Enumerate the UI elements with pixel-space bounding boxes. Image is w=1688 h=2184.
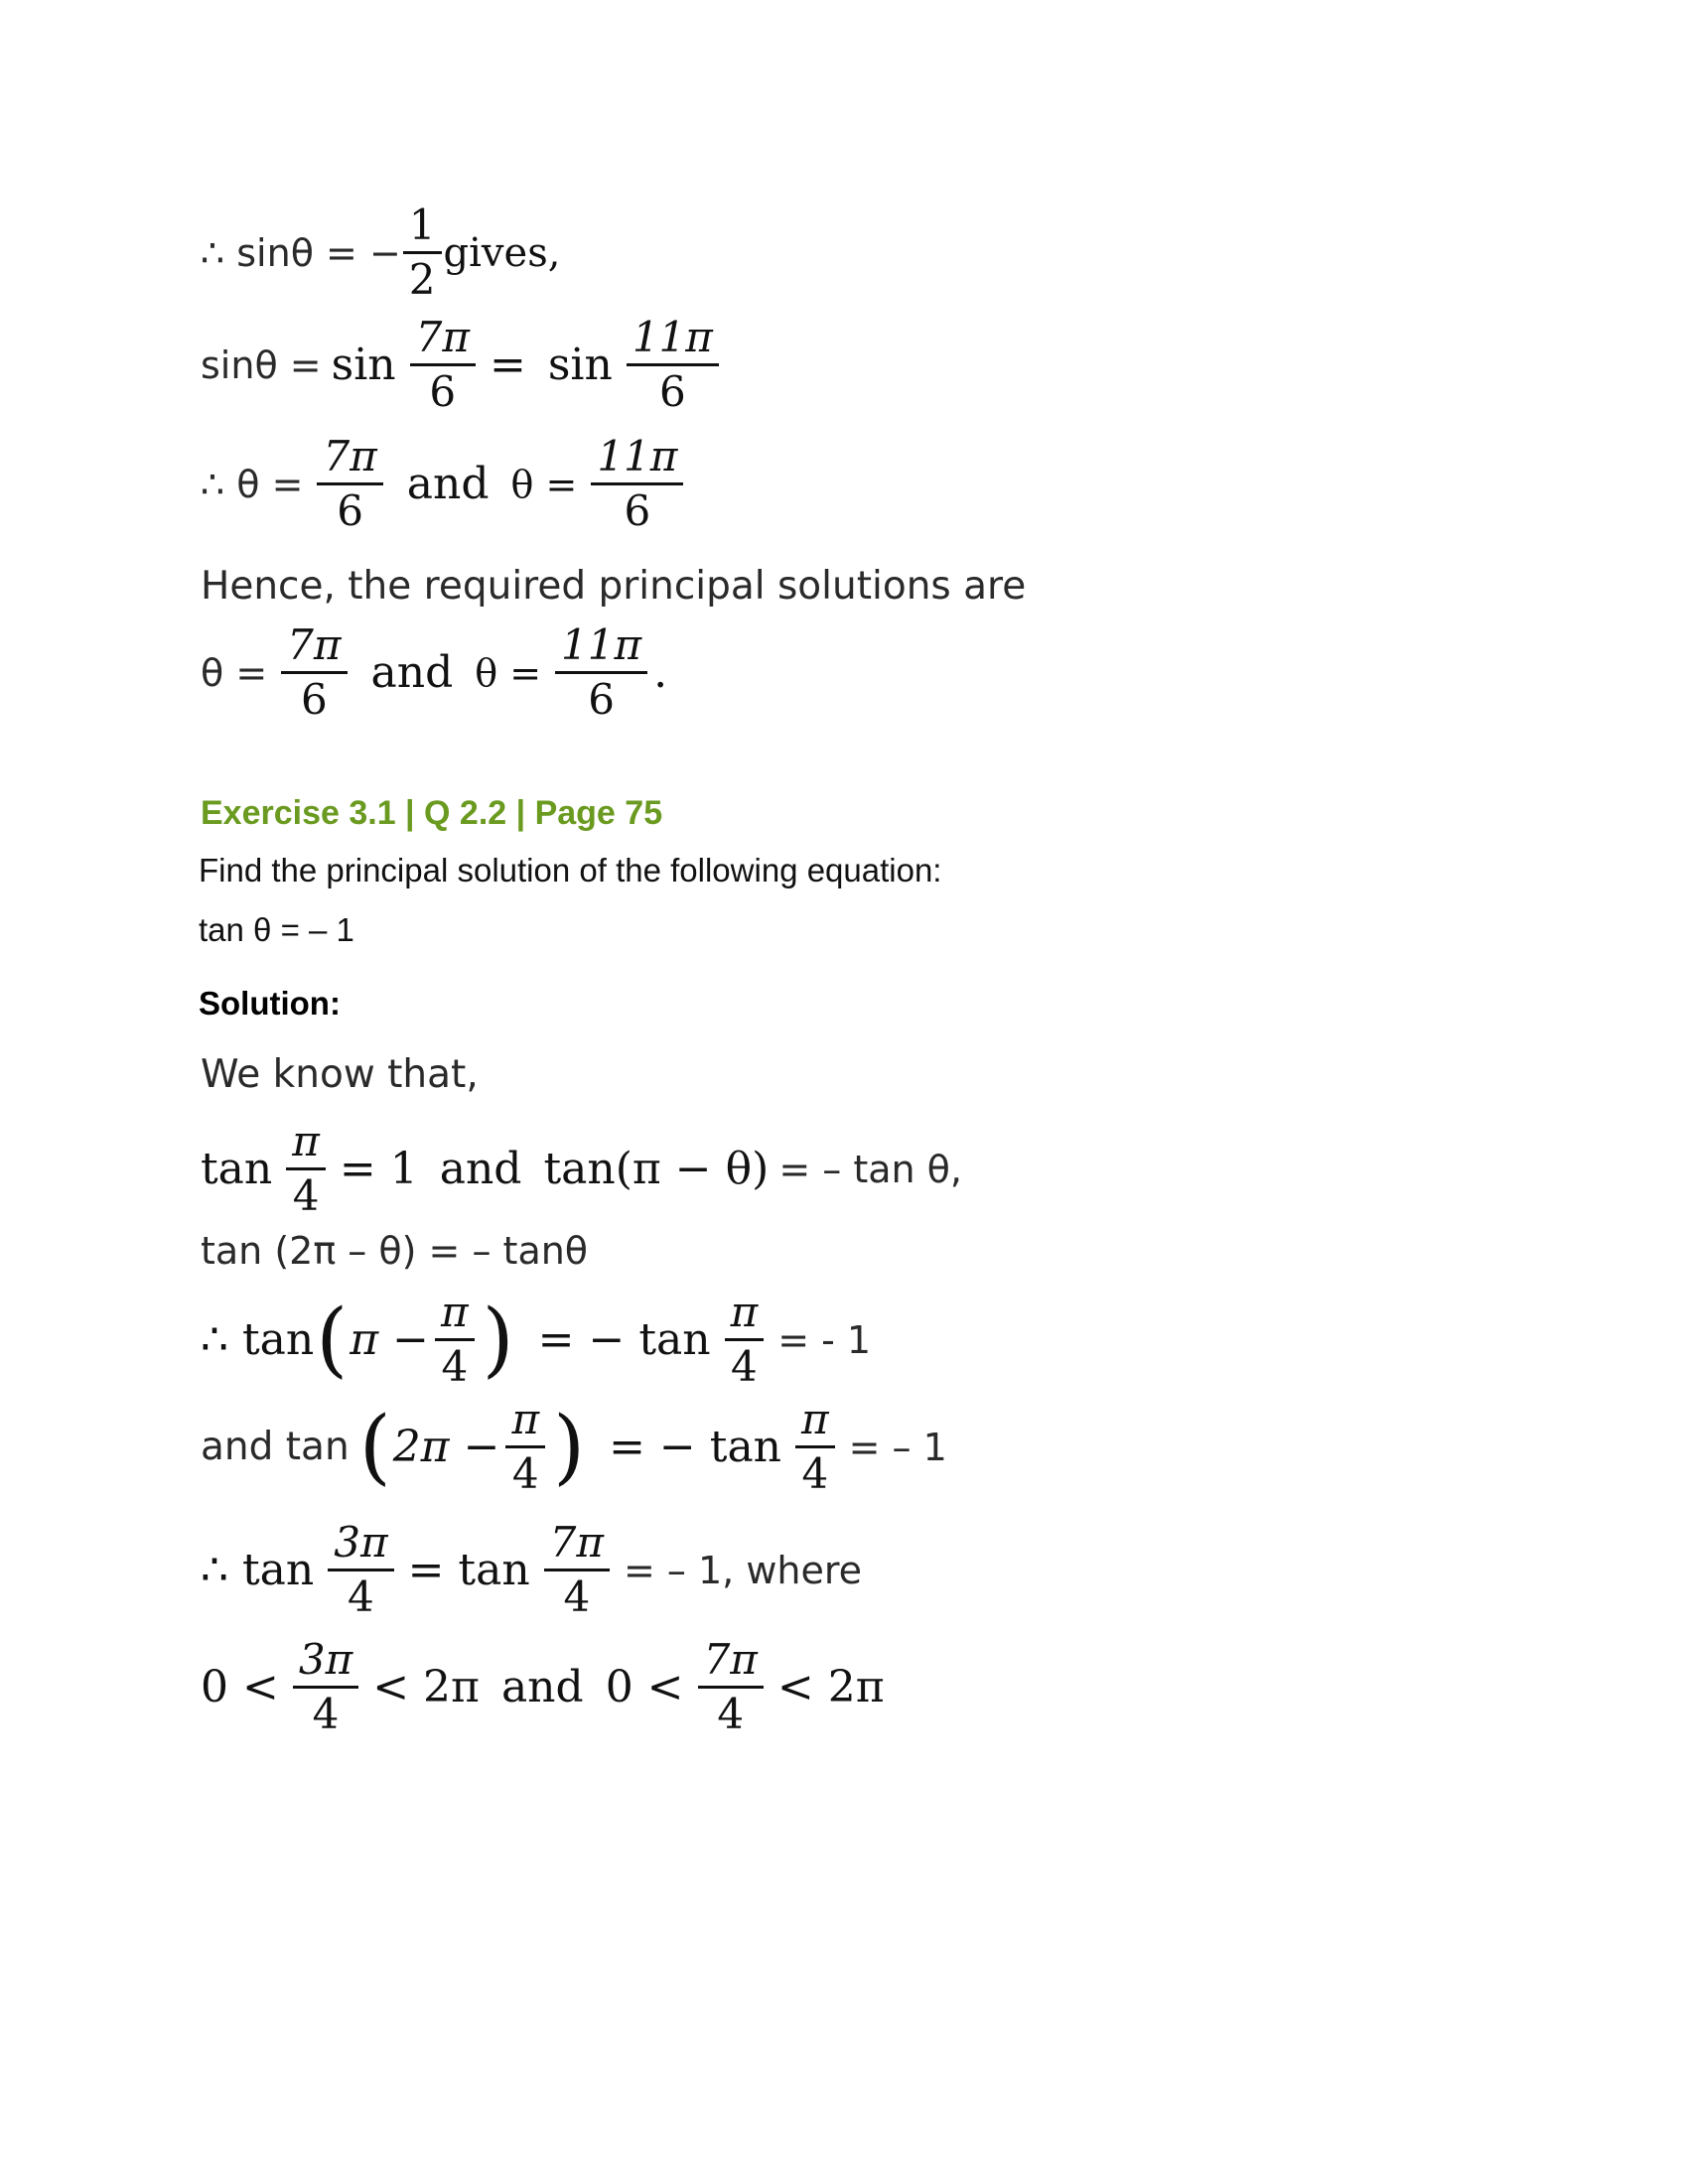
fraction xyxy=(698,1635,764,1739)
eq-text: = xyxy=(489,340,526,391)
fraction xyxy=(505,1395,545,1499)
eq-text: = − tan xyxy=(609,1422,782,1473)
eq-text: = – tan θ, xyxy=(778,1147,963,1191)
inequality-range xyxy=(201,1635,885,1739)
eq-text: and xyxy=(439,1144,522,1195)
denominator: 6 xyxy=(588,675,615,725)
fraction xyxy=(591,432,683,536)
numerator: π xyxy=(725,1291,765,1341)
eq-text: sin xyxy=(547,340,613,391)
eq-text: and tan xyxy=(201,1425,350,1470)
eq-text: = – 1, where xyxy=(624,1548,863,1592)
exercise-heading: Exercise 3.1 | Q 2.2 | Page 75 xyxy=(201,794,663,832)
denominator: 4 xyxy=(731,1342,758,1392)
eq-text: π − xyxy=(350,1314,430,1366)
eq-text: ∴ tan xyxy=(201,1314,315,1366)
denominator: 4 xyxy=(717,1690,745,1739)
eq-text: and xyxy=(406,459,490,510)
eq-text: = − tan xyxy=(537,1314,711,1366)
numerator: 3π xyxy=(293,1638,358,1689)
eq-text: gives, xyxy=(443,229,561,276)
eq-text: sin xyxy=(331,340,396,391)
fraction xyxy=(435,1288,475,1392)
numerator: 11π xyxy=(591,435,683,485)
eq-text: θ = xyxy=(201,650,268,695)
eq-text: ∴ θ = xyxy=(201,462,304,506)
denominator: 4 xyxy=(348,1572,374,1622)
numerator: π xyxy=(795,1398,835,1448)
eq-text: < 2π xyxy=(776,1662,885,1713)
fraction xyxy=(627,313,719,417)
fraction xyxy=(555,620,647,725)
eq-text: ∴ tan xyxy=(201,1545,315,1596)
know-text: We know that, xyxy=(201,1052,479,1097)
equation-principal-solutions xyxy=(201,620,668,725)
left-paren: ( xyxy=(316,1292,349,1387)
eq-text: = – 1 xyxy=(848,1425,947,1469)
numerator: 3π xyxy=(328,1521,393,1571)
equation-tan-2pi-minus-theta: tan (2π – θ) = – tanθ xyxy=(201,1229,589,1273)
equation-tan-pi-over-4 xyxy=(201,1117,963,1221)
fraction xyxy=(544,1518,610,1622)
numerator: 7π xyxy=(544,1521,610,1571)
eq-text: 0 < xyxy=(605,1662,684,1713)
eq-text: 0 < xyxy=(201,1662,279,1713)
numerator: 1 xyxy=(403,204,442,254)
denominator: 4 xyxy=(312,1690,340,1739)
denominator: 2 xyxy=(408,255,436,305)
eq-text: = tan xyxy=(407,1545,530,1596)
denominator: 6 xyxy=(300,675,328,725)
fraction xyxy=(795,1395,835,1499)
fraction xyxy=(410,313,476,417)
eq-text: ∴ sinθ = − xyxy=(201,230,401,275)
equation-tan-3pi-7pi xyxy=(201,1518,863,1622)
question-equation: tan θ = – 1 xyxy=(199,911,354,948)
eq-text: and xyxy=(500,1662,584,1713)
left-paren: ( xyxy=(358,1399,391,1494)
numerator: 11π xyxy=(555,623,647,674)
fraction xyxy=(725,1288,765,1392)
fraction xyxy=(286,1117,326,1221)
numerator: 7π xyxy=(281,623,347,674)
eq-text: θ = xyxy=(475,650,542,695)
eq-text: = 1 xyxy=(339,1144,418,1195)
fraction xyxy=(328,1518,393,1622)
denominator: 6 xyxy=(624,486,651,536)
solution-label: Solution: xyxy=(199,985,341,1022)
equation-sin-values xyxy=(201,313,733,417)
numerator: π xyxy=(505,1398,545,1448)
denominator: 6 xyxy=(658,367,686,417)
denominator: 4 xyxy=(292,1171,320,1221)
denominator: 6 xyxy=(429,367,457,417)
right-paren: ) xyxy=(482,1292,514,1387)
eq-text: = - 1 xyxy=(777,1317,872,1362)
equation-sin-minus-half xyxy=(201,201,561,305)
eq-text: θ = xyxy=(510,462,578,506)
numerator: 7π xyxy=(317,435,382,485)
fraction xyxy=(317,432,382,536)
eq-text: . xyxy=(653,647,668,699)
fraction xyxy=(281,620,347,725)
fraction xyxy=(403,201,442,305)
equation-theta-values xyxy=(201,432,697,536)
eq-text: sinθ = xyxy=(201,342,322,387)
equation-tan-pi-minus-pi-over-4 xyxy=(201,1288,872,1392)
equation-tan-2pi-minus-pi-over-4 xyxy=(201,1395,947,1499)
right-paren: ) xyxy=(553,1399,586,1494)
denominator: 4 xyxy=(511,1449,539,1499)
numerator: π xyxy=(435,1291,475,1341)
numerator: 11π xyxy=(627,316,719,366)
denominator: 4 xyxy=(563,1572,591,1622)
eq-text: tan(π − θ) xyxy=(543,1144,770,1195)
fraction xyxy=(293,1635,358,1739)
denominator: 4 xyxy=(441,1342,469,1392)
eq-text: tan xyxy=(201,1144,273,1195)
eq-text: 2π − xyxy=(392,1422,500,1473)
eq-text: and xyxy=(370,647,454,699)
denominator: 4 xyxy=(801,1449,829,1499)
numerator: 7π xyxy=(410,316,476,366)
numerator: π xyxy=(286,1120,326,1170)
denominator: 6 xyxy=(337,486,363,536)
question-text: Find the principal solution of the following equation: xyxy=(199,852,942,888)
numerator: 7π xyxy=(698,1638,764,1689)
hence-text: Hence, the required principal solutions are xyxy=(201,564,1027,609)
eq-text: < 2π xyxy=(372,1662,480,1713)
